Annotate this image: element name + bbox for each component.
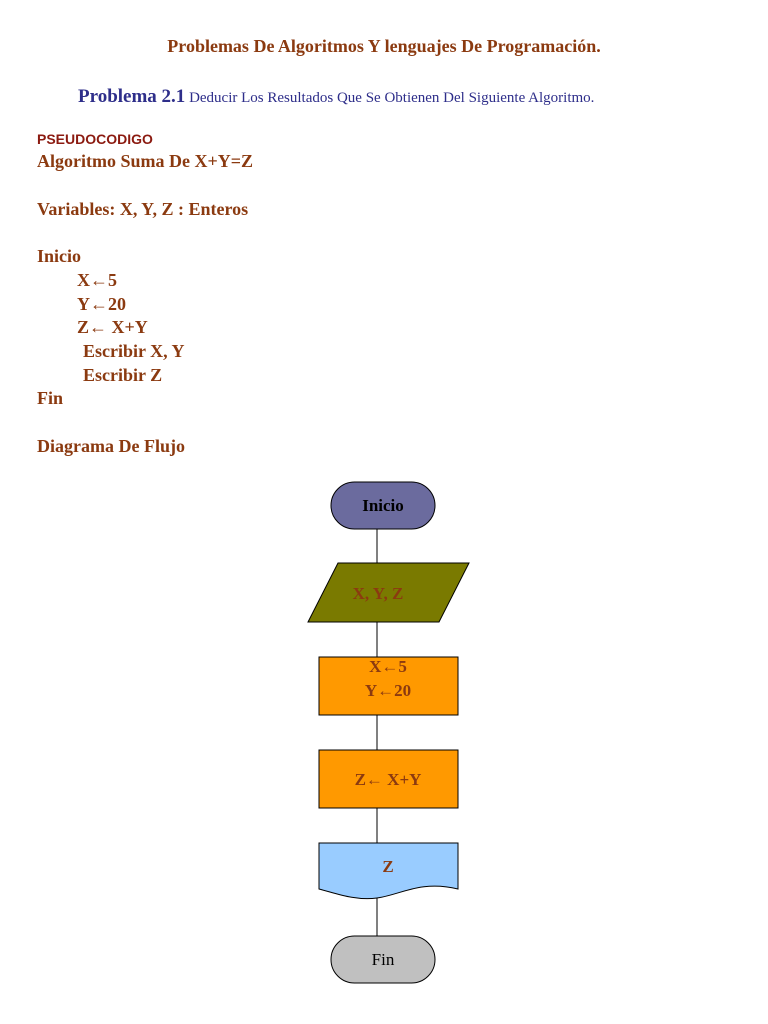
document-title: Problemas De Algoritmos Y lenguajes De Programación.: [167, 36, 601, 56]
statement-x: X←5: [77, 270, 117, 290]
problem-number: Problema 2.1: [78, 86, 186, 107]
pseudocode-label: PSEUDOCODIGO: [37, 131, 153, 147]
begin-keyword: Inicio: [37, 246, 82, 266]
start-label: Inicio: [362, 496, 404, 515]
input-label: X, Y, Z: [352, 584, 404, 603]
variables-declaration: Variables: X, Y, Z : Enteros: [37, 199, 249, 219]
statement-write-z: Escribir Z: [83, 365, 163, 385]
assign-1-line-x: X←5: [369, 657, 407, 676]
end-label: Fin: [371, 950, 395, 969]
statement-write-xy: Escribir X, Y: [83, 341, 185, 361]
problem-text: Deducir Los Resultados Que Se Obtienen Del Siguiente Algoritmo.: [185, 90, 595, 106]
algorithm-name: Algoritmo Suma De X+Y=Z: [37, 151, 253, 171]
statement-y: Y←20: [77, 294, 126, 314]
statement-z: Z← X+Y: [77, 317, 148, 337]
assign-1-line-y: Y←20: [364, 681, 412, 700]
end-keyword: Fin: [37, 388, 64, 408]
output-label: Z: [382, 857, 394, 876]
diagram-heading: Diagrama De Flujo: [37, 436, 185, 456]
assign-2-label: Z← X+Y: [354, 770, 422, 789]
